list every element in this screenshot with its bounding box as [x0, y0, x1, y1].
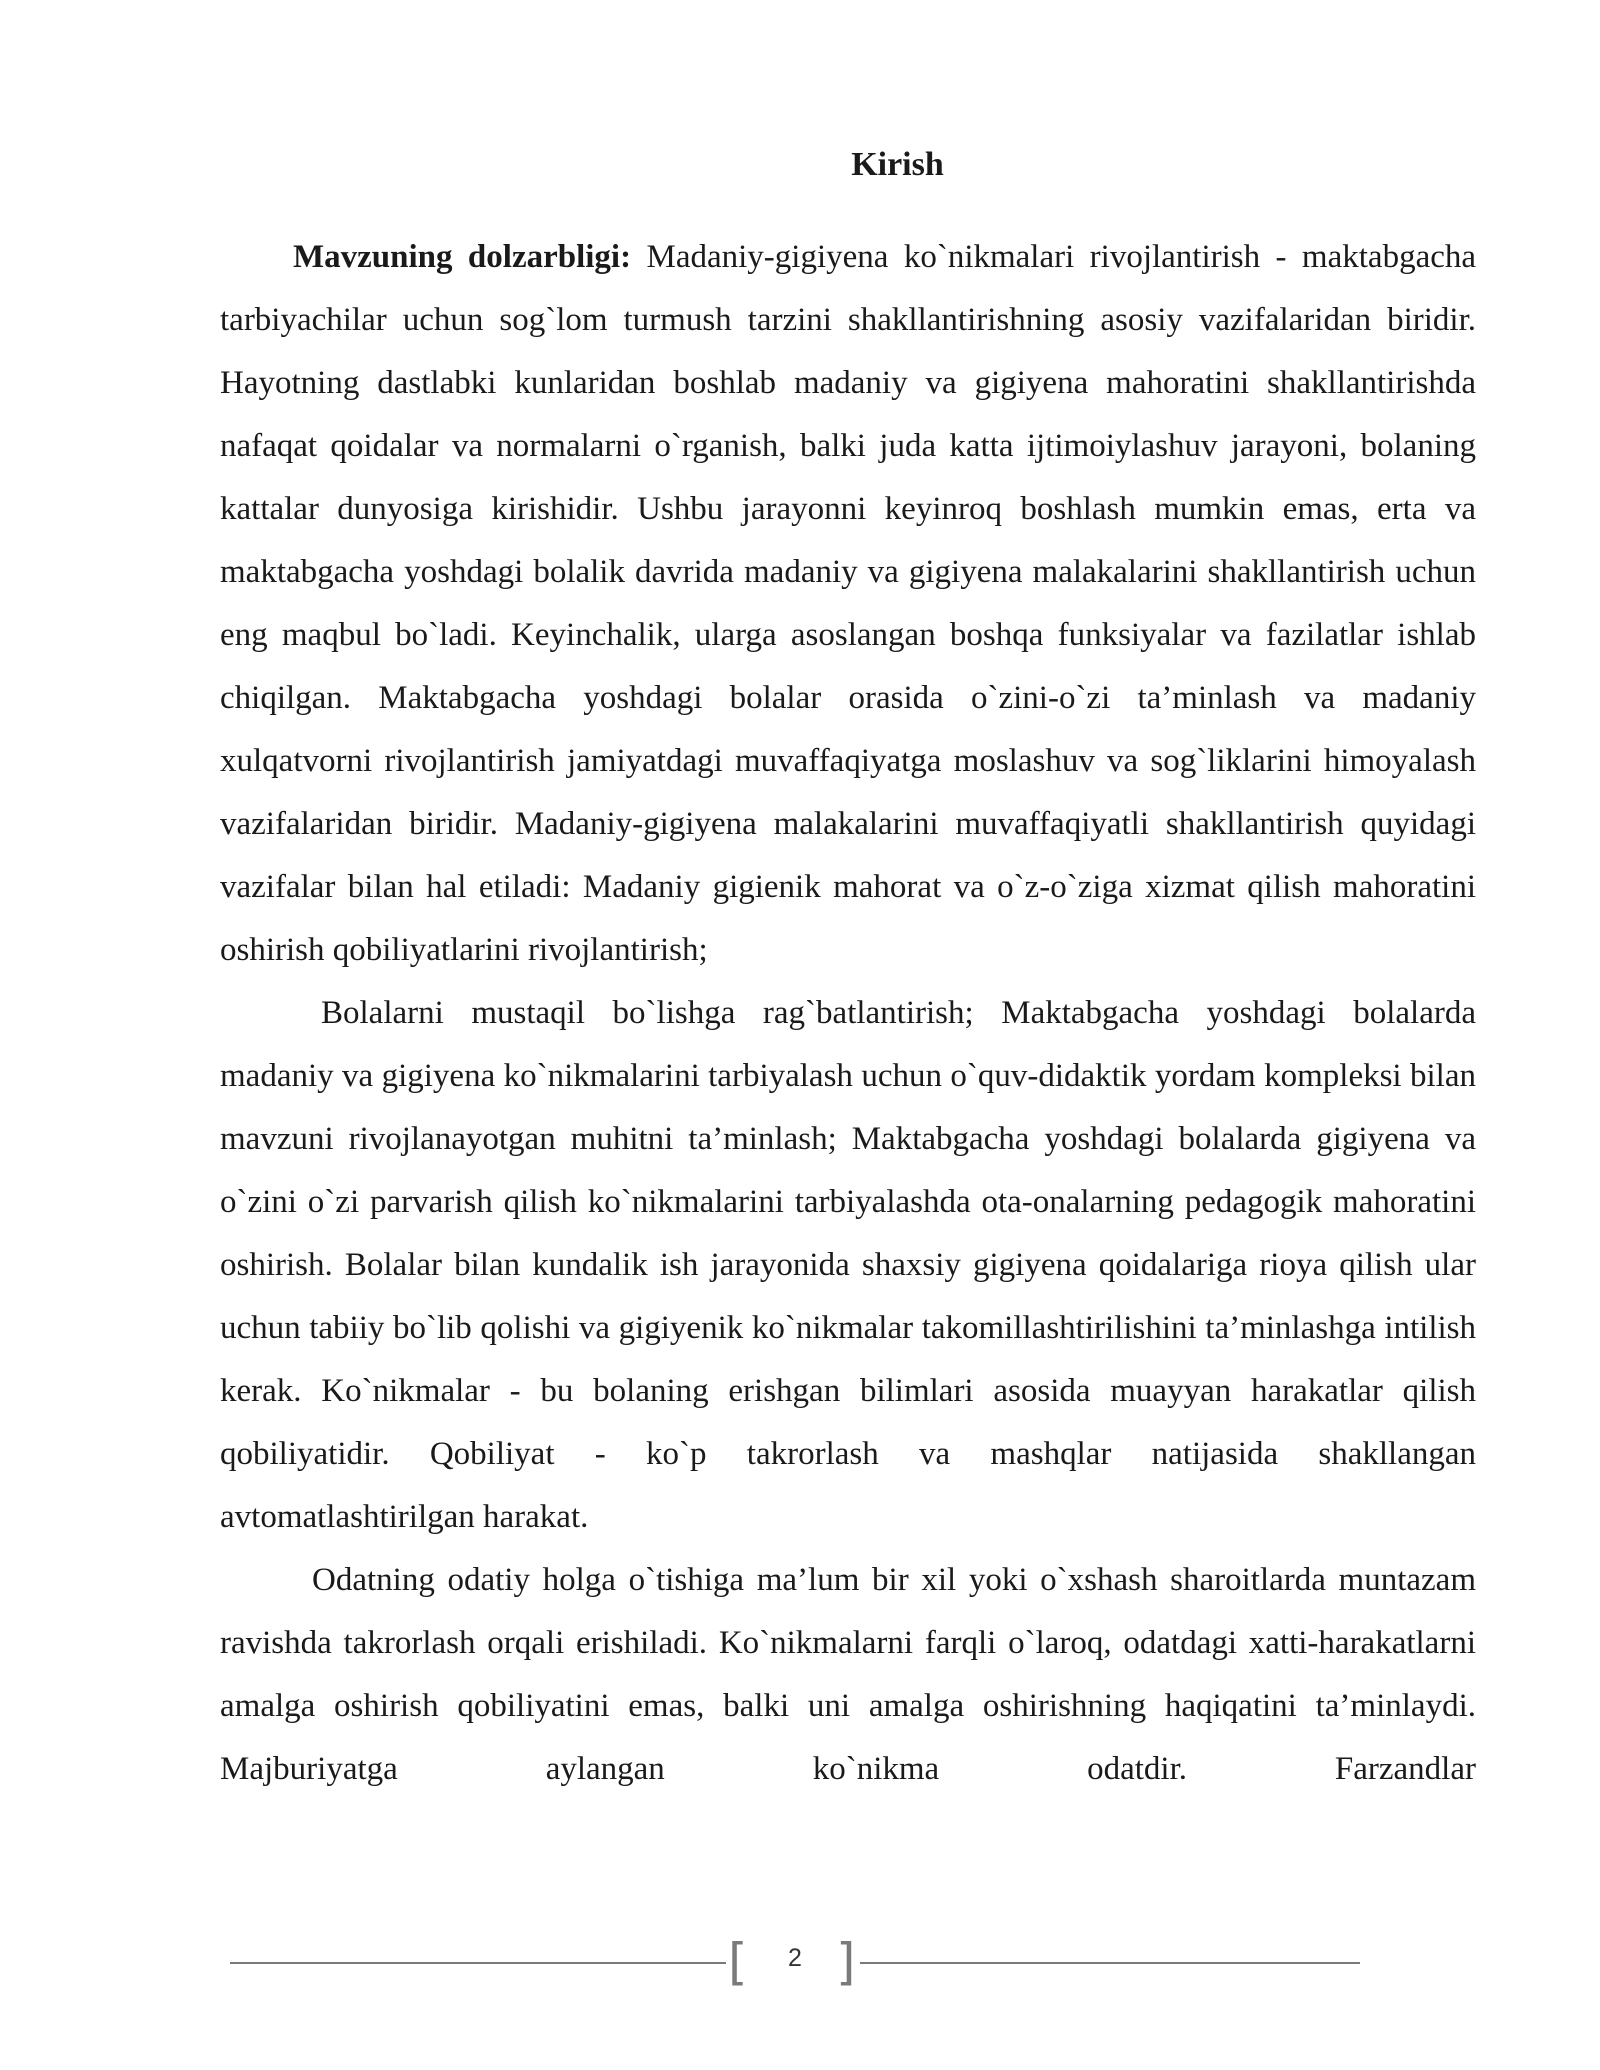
paragraph-lead: Mavzuning dolzarbligi:: [293, 239, 632, 275]
right-bracket-icon: ]: [836, 1933, 856, 1991]
page-title: Kirish: [851, 146, 944, 183]
document-body: [220, 226, 1476, 1801]
paragraph-habits: Odatning odatiy holga o`tishiga ma’lum bir xil yoki o`xshash sharoitlarda muntazam ravishda takrorlash orqali erishiladi. Ko`nikmalarni farqli o`laroq, odatdagi xatti-harakatlarni amalga oshirish qobiliyatini emas, balki uni amalga oshirishning haqiqatini ta’minlaydi. Majburiyatga aylangan ko`nikma odatdir. Farzandlar: [220, 1562, 1476, 1787]
paragraph-relevance: [220, 226, 1476, 982]
footer-rule-left: [230, 1962, 726, 1964]
footer-rule-right: [860, 1962, 1360, 1964]
page-footer: [230, 1930, 1360, 1994]
paragraph-skills: Bolalarni mustaqil bo`lishga rag`batlantirish; Maktabgacha yoshdagi bolalarda madaniy va gigiyena ko`nikmalarini tarbiyalash uchun o`quv-didaktik yordam kompleksi bilan mavzuni rivojlanayotgan muhitni ta’minlash; Maktabgacha yoshdagi bolalarda gigiyena va o`zini o`zi parvarish qilish ko`nikmalarini tarbiyalashda ota-onalarning pedagogik mahoratini oshirish. Bolalar bilan kundalik ish jarayonida shaxsiy gigiyena qoidalariga rioya qilish ular uchun tabiiy bo`lib qolishi va gigiyenik ko`nikmalar takomillashtirilishini ta’minlashga intilish kerak. Ko`nikmalar - bu bolaning erishgan bilimlari asosida muayyan harakatlar qilish qobiliyatidir. Qobiliyat - ko`p takrorlash va mashqlar natijasida shakllangan avtomatlashtirilgan harakat.: [220, 995, 1476, 1535]
paragraph-text: Madaniy-gigiyena ko`nikmalari rivojlantirish - maktabgacha tarbiyachilar uchun sog`lom turmush tarzini shakllantirishning asosiy vazifalaridan biridir. Hayotning dastlabki kunlaridan boshlab madaniy va gigiyena mahoratini shakllantirishda nafaqat qoidalar va normalarni o`rganish, balki juda katta ijtimoiylashuv jarayoni, bolaning kattalar dunyosiga kirishidir. Ushbu jarayonni keyinroq boshlash mumkin emas, erta va maktabgacha yoshdagi bolalik davrida madaniy va gigiyena malakalarini shakllantirish uchun eng maqbul bo`ladi. Keyinchalik, ularga asoslangan boshqa funksiyalar va fazilatlar ishlab chiqilgan. Maktabgacha yoshdagi bolalar orasida o`zini-o`zi ta’minlash va madaniy xulqatvorni rivojlantirish jamiyatdagi muvaffaqiyatga moslashuv va sog`liklarini himoyalash vazifalaridan biridir. Madaniy-gigiyena malakalarini muvaffaqiyatli shakllantirish quyidagi vazifalar bilan hal etiladi: Madaniy gigienik mahorat va o`z-o`ziga xizmat qilish mahoratini oshirish qobiliyatlarini rivojlantirish;: [220, 239, 1477, 968]
left-bracket-icon: [: [728, 1933, 748, 1991]
page-number: 2: [788, 1944, 802, 1972]
